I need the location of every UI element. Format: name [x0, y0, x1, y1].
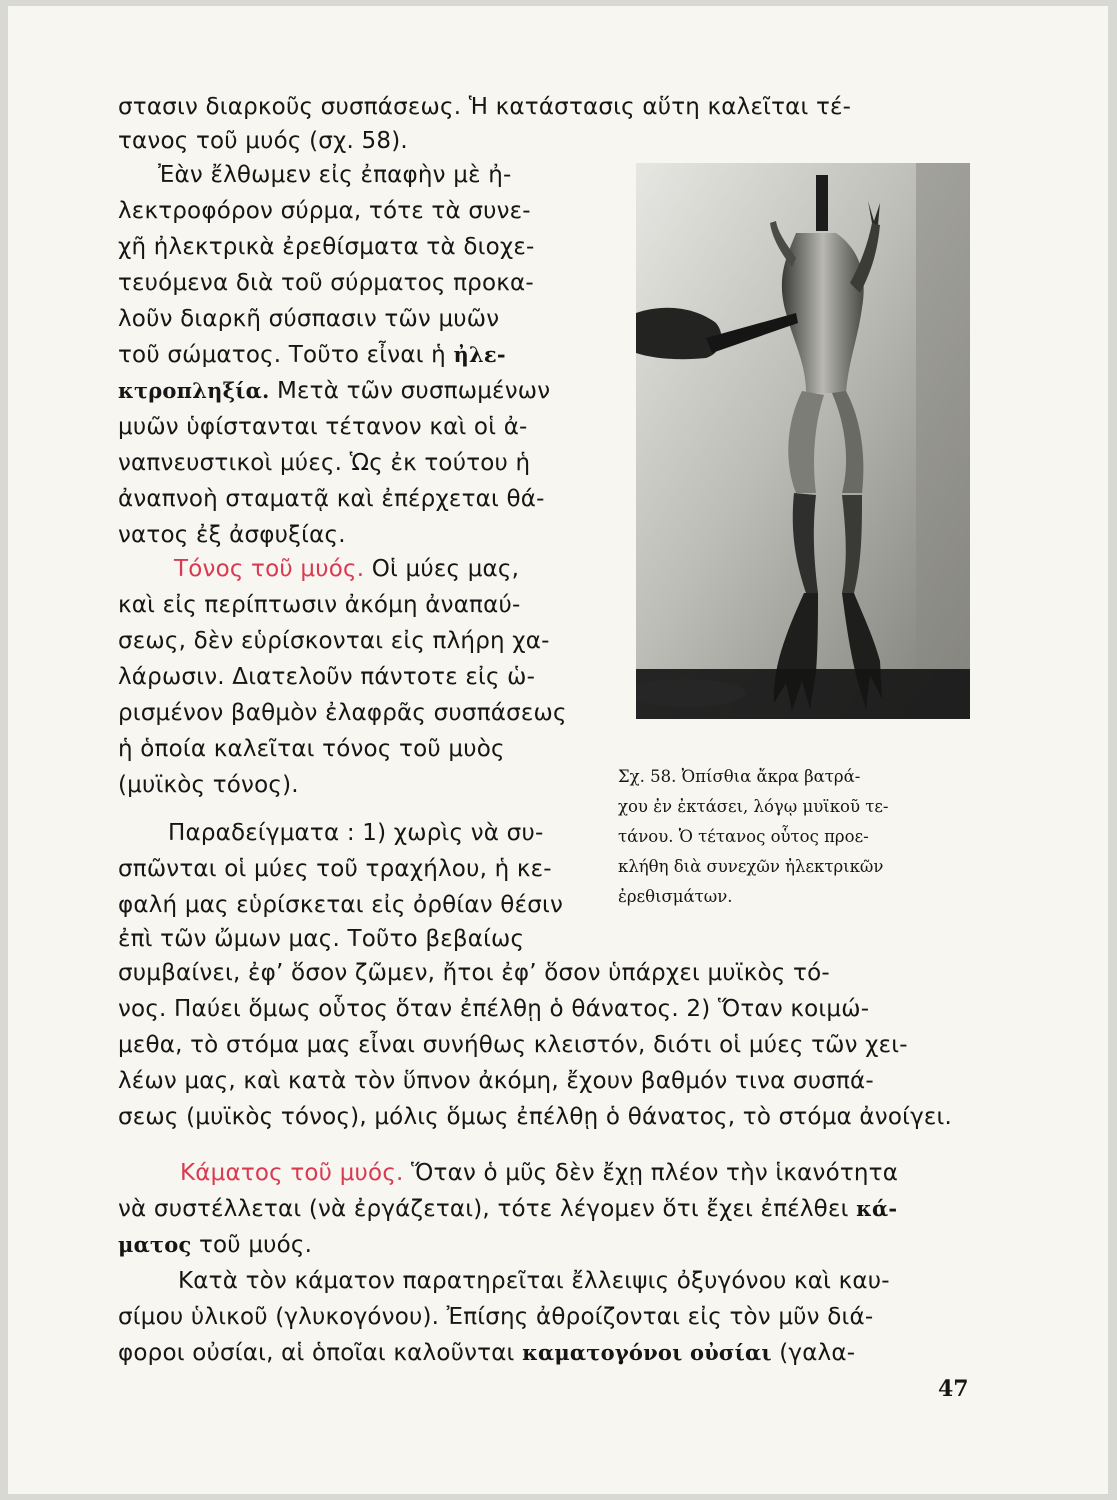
- text-line: νατος ἐξ ἀσφυξίας.: [118, 522, 346, 548]
- text-line: [118, 1194, 1117, 1224]
- page-number: 47: [938, 1376, 969, 1402]
- figure-caption-line: ἐρεθισμάτων.: [618, 887, 733, 906]
- text-line: ἀναπνοὴ σταματᾷ καὶ ἐπέρχεται θά-: [118, 486, 545, 512]
- text-line: χῆ ἠλεκτρικὰ ἐρεθίσματα τὰ διοχε-: [118, 234, 535, 260]
- text-line: [118, 1338, 1117, 1368]
- text-line: καὶ εἰς περίπτωσιν ἀκόμη ἀναπαύ-: [118, 592, 521, 618]
- text-line: συμβαίνει, ἐφ’ ὅσον ζῶμεν, ἤτοι ἐφ’ ὅσον ὑπάρχει μυϊκὸς τό-: [118, 960, 830, 986]
- text-line: ρισμένον βαθμὸν ἐλαφρᾶς συσπάσεως: [118, 700, 567, 726]
- text-line: Ἐὰν ἔλθωμεν εἰς ἐπαφὴν μὲ ἠ-: [158, 162, 512, 188]
- text-span: Ὅταν ὁ μῦς δὲν ἔχῃ πλέον τὴν ἱκανότητα: [403, 1160, 899, 1186]
- text-line: τευόμενα διὰ τοῦ σύρματος προκα-: [118, 270, 534, 296]
- text-line: ἐπὶ τῶν ὤμων μας. Τοῦτο βεβαίως: [118, 926, 525, 952]
- text-line: σεως, δὲν εὑρίσκονται εἰς πλήρη χα-: [118, 628, 550, 654]
- figure-caption-line: τάνου. Ὁ τέτανος οὗτος προε-: [618, 827, 869, 846]
- text-line: φαλή μας εὑρίσκεται εἰς ὀρθίαν θέσιν: [118, 892, 564, 918]
- text-line: λέων μας, καὶ κατὰ τὸν ὕπνον ἀκόμη, ἔχουν βαθμόν τινα συσπά-: [118, 1068, 874, 1094]
- figure-caption-line: χου ἐν ἐκτάσει, λόγῳ μυϊκοῦ τε-: [618, 797, 889, 816]
- section-heading-muscle-fatigue: Κάματος τοῦ μυός.: [180, 1160, 404, 1186]
- term-fatigue-part2: ματος: [118, 1232, 192, 1257]
- text-span: νὰ συστέλλεται (νὰ ἐργάζεται), τότε λέγομεν ὅτι ἔχει ἐπέλθει: [118, 1196, 857, 1222]
- text-line: μεθα, τὸ στόμα μας εἶναι συνήθως κλειστόν, διότι οἱ μύες τῶν χει-: [118, 1032, 908, 1058]
- text-line: [180, 1158, 1117, 1188]
- text-line: λεκτροφόρον σύρμα, τότε τὰ συνε-: [118, 198, 531, 224]
- text-line: σίμου ὑλικοῦ (γλυκογόνου). Ἐπίσης ἀθροίζονται εἰς τὸν μῦν διά-: [118, 1304, 874, 1330]
- section-heading-muscle-tone: Τόνος τοῦ μυός.: [174, 556, 365, 582]
- text-line: μυῶν ὑφίστανται τέτανον καὶ οἱ ἀ-: [118, 414, 528, 440]
- text-span: φοροι οὐσίαι, αἱ ὁποῖαι καλοῦνται: [118, 1340, 523, 1366]
- text-span: τοῦ μυός.: [191, 1232, 313, 1258]
- text-line: ναπνευστικοὶ μύες. Ὡς ἐκ τούτου ἡ: [118, 450, 531, 476]
- text-span: Οἱ μύες μας,: [364, 556, 520, 582]
- term-fatigue-substances: καματογόνοι οὐσίαι: [522, 1340, 772, 1365]
- text-line: νος. Παύει ὅμως οὗτος ὅταν ἐπέλθῃ ὁ θάνατος. 2) Ὅταν κοιμώ-: [118, 996, 870, 1022]
- term-electroplexy-part2: κτροπληξία.: [118, 378, 270, 403]
- text-line: Παραδείγματα : 1) χωρὶς νὰ συ-: [168, 820, 544, 846]
- text-line: σπῶνται οἱ μύες τοῦ τραχήλου, ἡ κε-: [118, 856, 552, 882]
- term-electroplexy-part1: ἠλε-: [453, 342, 506, 367]
- book-page: [8, 6, 1108, 1494]
- text-line: λάρωσιν. Διατελοῦν πάντοτε εἰς ὡ-: [118, 664, 536, 690]
- figure-caption-line: Σχ. 58. Ὀπίσθια ἄκρα βατρά-: [618, 767, 861, 786]
- text-line: (μυϊκὸς τόνος).: [118, 772, 299, 798]
- text-line: στασιν διαρκοῦς συσπάσεως. Ἡ κατάστασις αὕτη καλεῖται τέ-: [118, 94, 852, 120]
- text-line: ἡ ὁποία καλεῖται τόνος τοῦ μυὸς: [118, 736, 505, 762]
- figure-caption-line: κλήθη διὰ συνεχῶν ἠλεκτρικῶν: [618, 857, 884, 876]
- frog-photo-illustration: [636, 163, 970, 719]
- text-line: σεως (μυϊκὸς τόνος), μόλις ὅμως ἐπέλθῃ ὁ θάνατος, τὸ στόμα ἀνοίγει.: [118, 1104, 953, 1130]
- text-span: τοῦ σώματος. Τοῦτο εἶναι ἡ: [118, 342, 454, 368]
- text-line: Κατὰ τὸν κάματον παρατηρεῖται ἔλλειψις ὀξυγόνου καὶ καυ-: [178, 1268, 890, 1294]
- text-line: τανος τοῦ μυός (σχ. 58).: [118, 128, 408, 154]
- figure-frog-photo: [636, 163, 970, 719]
- term-fatigue-part1: κά-: [856, 1196, 898, 1221]
- text-line: λοῦν διαρκῆ σύσπασιν τῶν μυῶν: [118, 306, 500, 332]
- text-line: [118, 1230, 1117, 1260]
- text-span: Μετὰ τῶν συσπωμένων: [269, 378, 551, 404]
- text-span: (γαλα-: [771, 1340, 856, 1366]
